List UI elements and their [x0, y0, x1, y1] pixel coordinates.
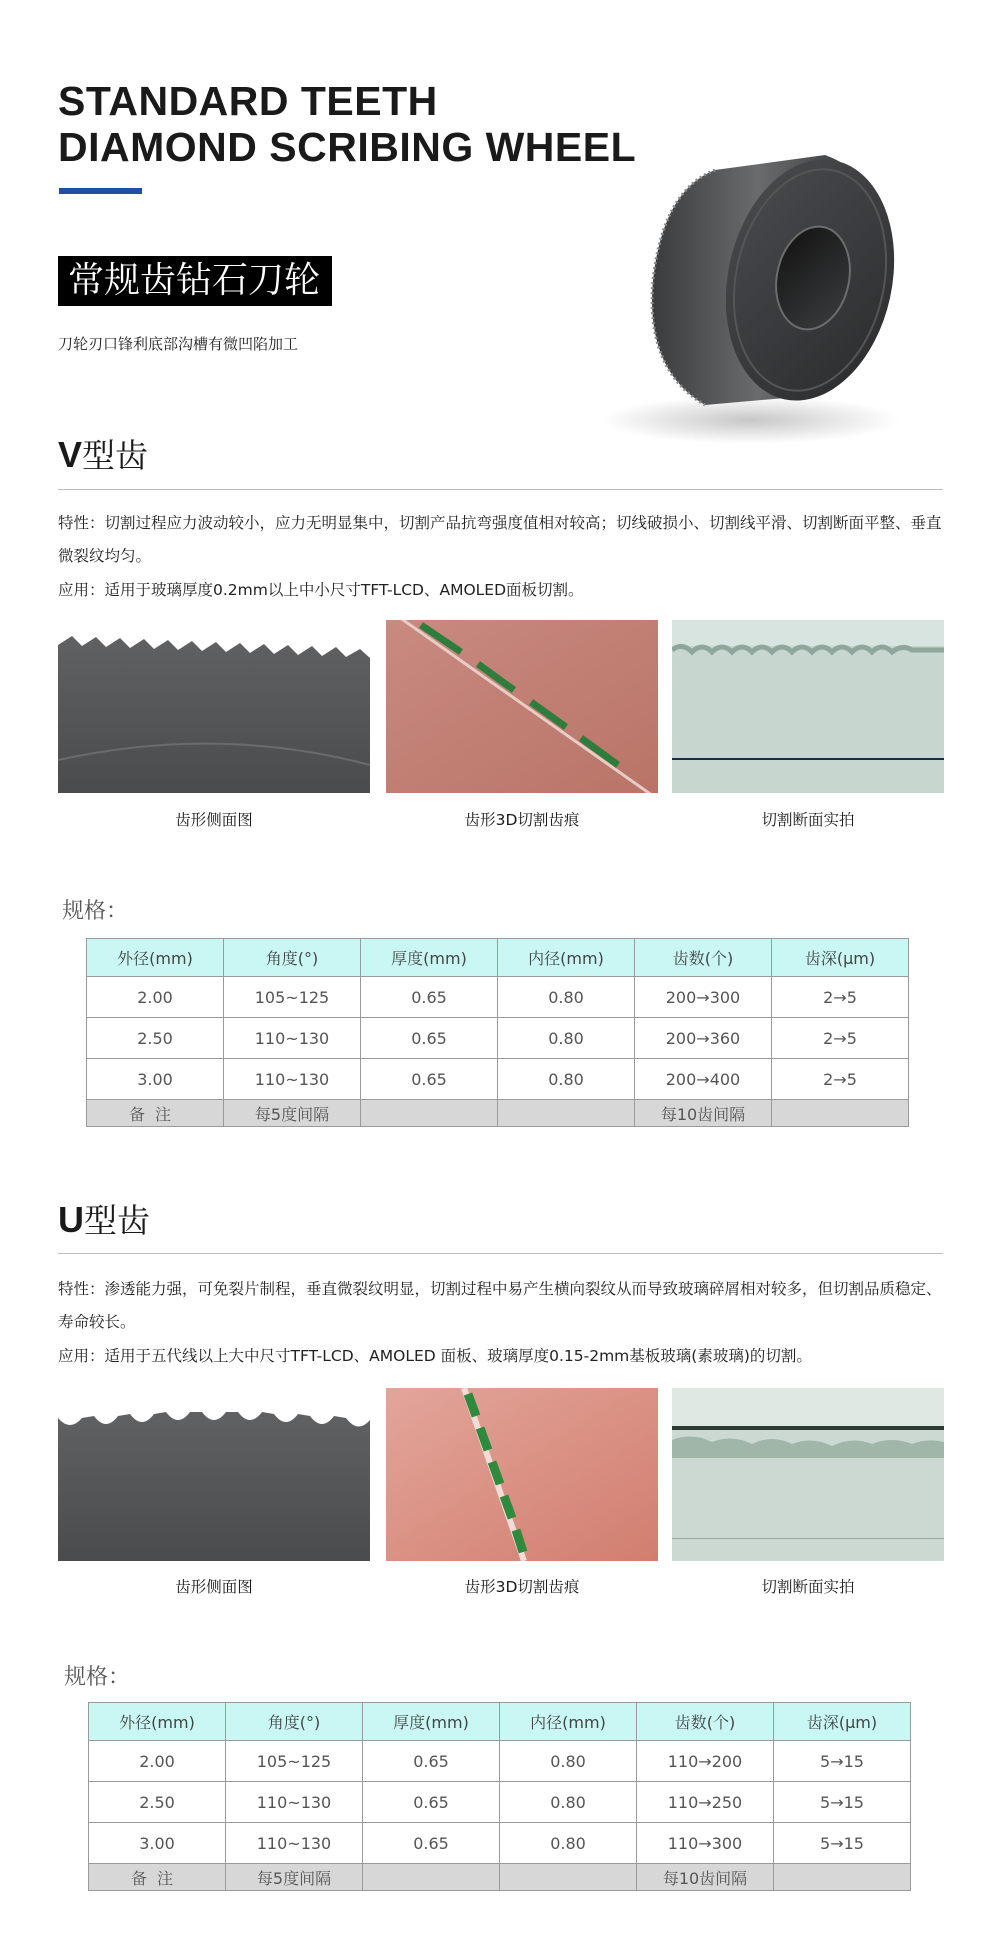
table-cell: 0.65: [363, 1741, 500, 1782]
note-cell: [361, 1100, 498, 1127]
table-cell: 200→300: [635, 977, 772, 1018]
table-cell: 110→300: [637, 1823, 774, 1864]
u-caption-section-photo: 切割断面实拍: [761, 1578, 855, 1596]
table-cell: 110~130: [226, 1782, 363, 1823]
chinese-title: 常规齿钻石刀轮: [58, 256, 332, 306]
table-cell: 5→15: [774, 1782, 911, 1823]
table-note-row: [87, 1100, 909, 1127]
table-cell: 0.80: [498, 977, 635, 1018]
table-row: [87, 977, 909, 1018]
table-cell: 105~125: [224, 977, 361, 1018]
section-u-feature: 特性：渗透能力强，可免裂片制程，垂直微裂纹明显，切割过程中易产生横向裂纹从而导致玻璃碎屑相对较多，但切割品质稳定、寿命较长。: [58, 1280, 942, 1331]
hero-title: [58, 78, 636, 170]
note-cell: 每5度间隔: [226, 1864, 363, 1891]
u-spec-label: 规格：: [64, 1665, 131, 1690]
table-row: [89, 1823, 911, 1864]
note-label: 备注: [89, 1864, 226, 1891]
table-cell: 2→5: [772, 977, 909, 1018]
table-cell: 110~130: [226, 1823, 363, 1864]
v-caption-section-photo: 切割断面实拍: [761, 811, 855, 829]
table-cell: 0.65: [361, 1059, 498, 1100]
table-cell: 110→200: [637, 1741, 774, 1782]
table-row: [89, 1741, 911, 1782]
note-cell: 每10齿间隔: [635, 1100, 772, 1127]
table-cell: 2→5: [772, 1059, 909, 1100]
product-wheel-image: [565, 120, 955, 450]
table-cell: 200→360: [635, 1018, 772, 1059]
col-header: 齿深(μm): [772, 939, 909, 977]
section-u-divider: [58, 1253, 943, 1254]
table-cell: 3.00: [89, 1823, 226, 1864]
table-row: [87, 1059, 909, 1100]
v-spec-label: 规格：: [62, 899, 129, 924]
section-v-name: 型齿: [82, 436, 149, 475]
note-cell: 每5度间隔: [224, 1100, 361, 1127]
table-cell: 200→400: [635, 1059, 772, 1100]
table-cell: 0.65: [361, 977, 498, 1018]
u-tooth-profile-image: [58, 1388, 370, 1561]
section-v-application: 应用：适用于玻璃厚度0.2mm以上中小尺寸TFT-LCD、AMOLED面板切割。: [58, 581, 584, 599]
table-header-row: [87, 939, 909, 977]
v-tooth-profile-image: [58, 620, 370, 793]
col-header: 齿深(μm): [774, 1703, 911, 1741]
table-cell: 105~125: [226, 1741, 363, 1782]
col-header: 角度(°): [224, 939, 361, 977]
table-cell: 2.50: [87, 1018, 224, 1059]
table-cell: 0.65: [361, 1018, 498, 1059]
accent-bar: [59, 188, 142, 194]
note-cell: [363, 1864, 500, 1891]
section-v-divider: [58, 489, 943, 490]
table-cell: 0.80: [500, 1782, 637, 1823]
table-row: [87, 1018, 909, 1059]
hero-title-line-1: STANDARD TEETH: [58, 78, 438, 124]
table-cell: 5→15: [774, 1741, 911, 1782]
v-spec-table: [86, 938, 909, 1127]
u-caption-profile: 齿形侧面图: [175, 1578, 253, 1596]
table-cell: 2.00: [87, 977, 224, 1018]
table-cell: 2→5: [772, 1018, 909, 1059]
section-v-feature: 特性：切割过程应力波动较小，应力无明显集中，切割产品抗弯强度值相对较高；切线破损小、切割线平滑、切割断面平整、垂直微裂纹均匀。: [58, 514, 942, 565]
note-cell: [500, 1864, 637, 1891]
u-spec-table: [88, 1702, 911, 1891]
col-header: 外径(mm): [89, 1703, 226, 1741]
table-cell: 5→15: [774, 1823, 911, 1864]
table-cell: 0.80: [498, 1059, 635, 1100]
note-label: 备注: [87, 1100, 224, 1127]
col-header: 厚度(mm): [361, 939, 498, 977]
v-3d-tooth-mark-image: [386, 620, 658, 793]
v-cut-section-photo: [672, 620, 944, 793]
table-cell: 110~130: [224, 1059, 361, 1100]
section-u-application: 应用：适用于五代线以上大中尺寸TFT-LCD、AMOLED 面板、玻璃厚度0.15-2mm基板玻璃(素玻璃)的切割。: [58, 1347, 812, 1365]
col-header: 厚度(mm): [363, 1703, 500, 1741]
table-cell: 110→250: [637, 1782, 774, 1823]
u-caption-3d-mark: 齿形3D切割齿痕: [464, 1578, 580, 1596]
col-header: 外径(mm): [87, 939, 224, 977]
table-row: [89, 1782, 911, 1823]
note-cell: [774, 1864, 911, 1891]
table-cell: 0.80: [498, 1018, 635, 1059]
v-caption-profile: 齿形侧面图: [175, 811, 253, 829]
table-note-row: [89, 1864, 911, 1891]
table-cell: 0.65: [363, 1782, 500, 1823]
section-u-heading: [58, 1200, 150, 1241]
note-cell: [498, 1100, 635, 1127]
table-cell: 2.50: [89, 1782, 226, 1823]
col-header: 内径(mm): [500, 1703, 637, 1741]
section-v-heading: [58, 435, 148, 476]
table-cell: 3.00: [87, 1059, 224, 1100]
col-header: 内径(mm): [498, 939, 635, 977]
note-cell: [772, 1100, 909, 1127]
hero-title-line-2: DIAMOND SCRIBING WHEEL: [58, 124, 637, 170]
chinese-subtitle: 刀轮刃口锋利底部沟槽有微凹陷加工: [58, 335, 299, 353]
col-header: 齿数(个): [637, 1703, 774, 1741]
table-header-row: [89, 1703, 911, 1741]
table-cell: 110~130: [224, 1018, 361, 1059]
table-cell: 0.65: [363, 1823, 500, 1864]
col-header: 角度(°): [226, 1703, 363, 1741]
section-u-name: 型齿: [84, 1201, 150, 1240]
u-3d-tooth-mark-image: [386, 1388, 658, 1561]
u-cut-section-photo: [672, 1388, 944, 1561]
v-caption-3d-mark: 齿形3D切割齿痕: [464, 811, 580, 829]
table-cell: 0.80: [500, 1823, 637, 1864]
table-cell: 2.00: [89, 1741, 226, 1782]
col-header: 齿数(个): [635, 939, 772, 977]
section-v-letter: V: [58, 434, 83, 475]
section-u-letter: U: [58, 1199, 84, 1240]
table-cell: 0.80: [500, 1741, 637, 1782]
note-cell: 每10齿间隔: [637, 1864, 774, 1891]
